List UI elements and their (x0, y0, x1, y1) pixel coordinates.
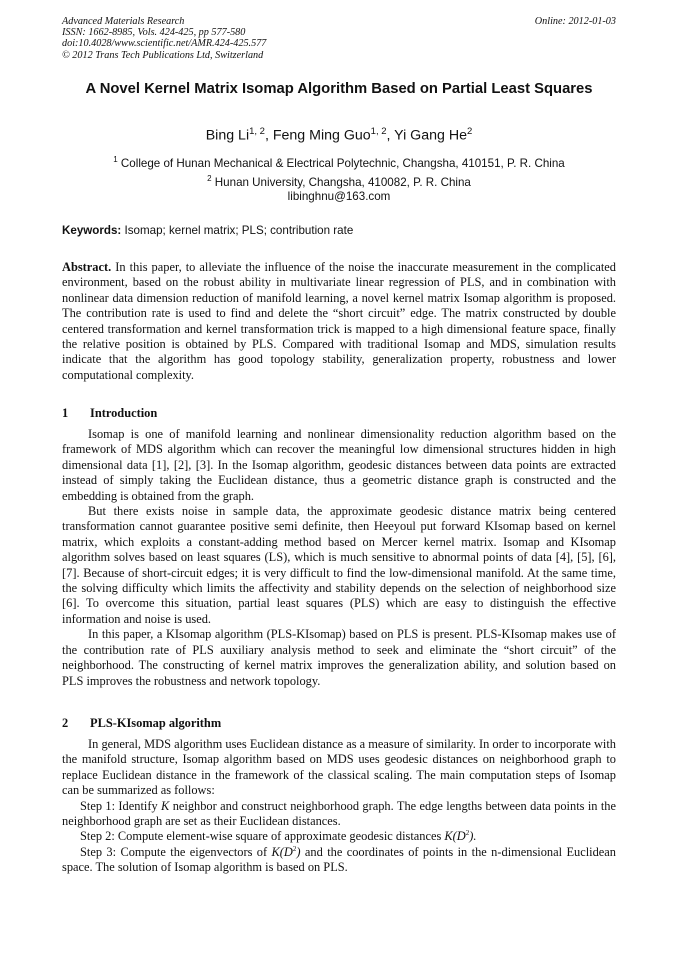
author-email: libinghnu@163.com (287, 190, 391, 203)
paragraph: But there exists noise in sample data, the approximate geodesic distance matrix being centered transformation cannot guarantee positive semi definite, then Heeyoul put forward KIsomap based on kernel matrix, which exploits a constant-adding method based on Mercer kernel matrix. Isomap and KIsomap algorithm solves based on least squares (LS), which is much sensitive to abnormal points of data [4], [5], [6], [7]. Because of short-circuit edges; it is very difficult to find the low-dimensional manifold. At the same time, the solving difficulty which limits the affectivity and stability depends on the selection of neighborhood size [6]. To overcome this situation, partial least squares (PLS) which are easy to distinguish the effective information and noise is used. (62, 504, 616, 626)
algorithm-step: Step 2: Compute element-wise square of approximate geodesic distances $K(D^2)$. (80, 829, 477, 844)
paragraph: In general, MDS algorithm uses Euclidean distance as a measure of similarity. In order to incorporate with the manifold structure, Isomap algorithm based on MDS uses geodesic distances on neighborhood graph to replace Euclidean distance in the framework of the classical scaling. The main computation steps of Isomap can be summarized as follows: (62, 737, 616, 798)
copyright-line: © 2012 Trans Tech Publications Ltd, Switzerland (62, 49, 264, 61)
author-affil-mark: 2 (466, 126, 473, 137)
author-affil-mark: 1, 2 (370, 126, 387, 137)
author-name: Yi Gang He (394, 127, 467, 144)
journal-header (62, 16, 616, 61)
author-name: Bing Li (205, 127, 250, 144)
section-introduction (62, 406, 616, 689)
affiliations (62, 152, 616, 190)
section-heading: 2 PLS-KIsomap algorithm (62, 716, 222, 730)
online-date: Online: 2012-01-03 (534, 16, 616, 27)
algorithm-step: Step 1: Identify K neighbor and construct neighborhood graph. The edge lengths between data points in the neighborhood graph are set as their Euclidean distances. (62, 798, 616, 829)
author-affil-mark: 1, 2 (249, 126, 265, 137)
section-pls-kisomap (62, 716, 616, 876)
section-heading: 1 Introduction (62, 406, 158, 420)
paragraph: Isomap is one of manifold learning and nonlinear dimensionality reduction algorithm based on the framework of MDS algorithm which can recover the meaningful low dimensional structures hidden in high dimensional data [1], [2], [3]. In the Isomap algorithm, geodesic distances between data points are extracted instead of simply taking the Euclidean distance, thus a geometric distance graph is constructed and the embedding is obtained from the graph. (62, 427, 616, 503)
paper-title: A Novel Kernel Matrix Isomap Algorithm Based on Partial Least Squares (85, 81, 593, 97)
author-name: Feng Ming Guo (272, 127, 371, 144)
keywords-label: Keywords: (62, 224, 122, 237)
keywords (62, 224, 616, 238)
abstract (62, 260, 616, 383)
affiliation-line: $^1$ College of Hunan Mechanical & Electrical Polytechnic, Changsha, 410151, P. R. China (113, 155, 565, 170)
abstract-label: Abstract. (62, 260, 112, 274)
keywords-text: Isomap; kernel matrix; PLS; contribution rate (124, 224, 354, 237)
doi-line: doi:10.4028/www.scientific.net/AMR.424-425.577 (62, 38, 267, 50)
issn-line: ISSN: 1662-8985, Vols. 424-425, pp 577-580 (62, 27, 246, 39)
journal-name: Advanced Materials Research (62, 16, 185, 27)
affiliation-line: $^2$ Hunan University, Changsha, 410082, P. R. China (207, 173, 471, 189)
algorithm-step: Step 3: Compute the eigenvectors of $K(D^2)$ and the coordinates of points in the n-dimensional Euclidean space. The solution of Isomap algorithm is based on PLS. (62, 844, 616, 875)
author-list: Bing Li$^{1, 2}$, Feng Ming Guo$^{1, 2}$, Yi Gang He$^2$ (205, 126, 473, 144)
abstract-text: In this paper, to alleviate the influence of the noise the inaccurate measurement in the complicated environment, based on the robust ability in multivariate linear regression of PLS, and in combination with nonlinear data dimension reduction of manifold learning, a novel kernel matrix Isomap algorithm is proposed. The contribution rate is used to find and delete the “short circuit” edge. The matrix constructed by double centered transformation and kernel transformation trick is mapped to a high dimensional feature space, finally the relative position is obtained by PLS. Compared with traditional Isomap and MDS, simulation results indicate that the algorithm has good topology stability, generalization property, robustness and lower computational complexity. (62, 260, 616, 382)
paragraph: In this paper, a KIsomap algorithm (PLS-KIsomap) based on PLS is present. PLS-KIsomap makes use of the contribution rate of PLS auxiliary analysis method to seek and eliminate the “short circuit” of the neighborhood. The constructing of kernel matrix improves the generalization ability, and solution based on PLS improves the robustness and network topology. (62, 627, 616, 688)
